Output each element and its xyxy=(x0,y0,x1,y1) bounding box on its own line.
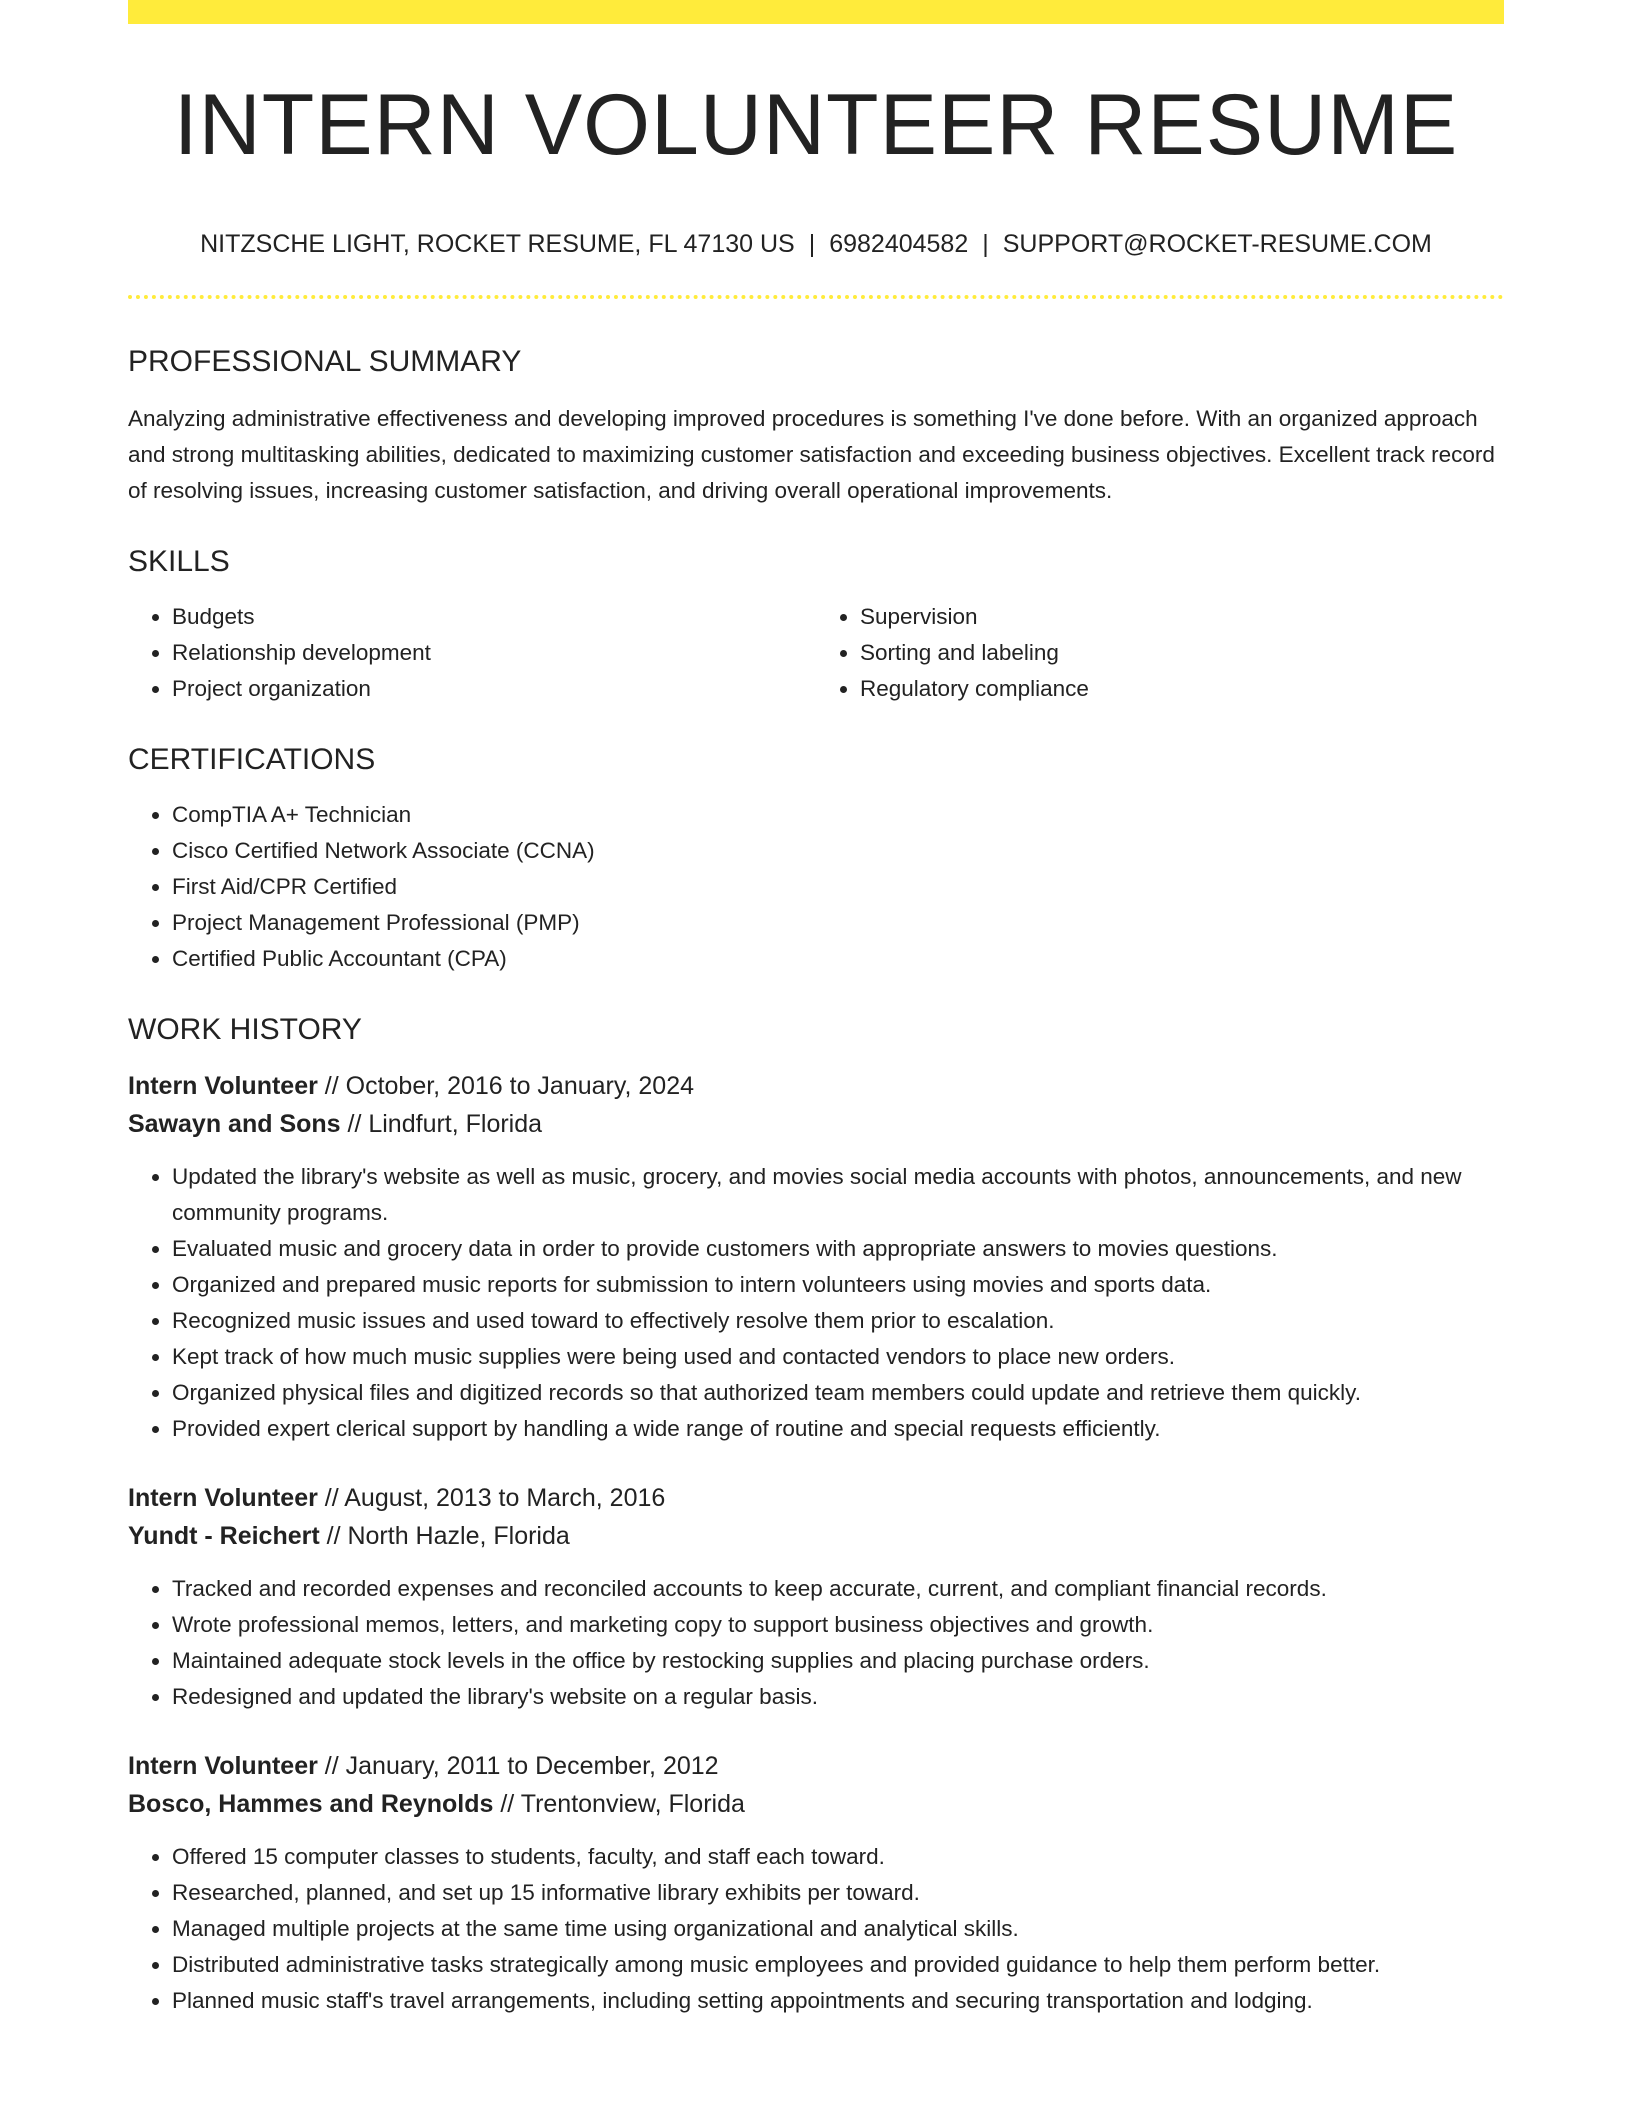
contact-email: SUPPORT@ROCKET-RESUME.COM xyxy=(1002,230,1432,258)
certification-item: • CompTIA A+ Technician xyxy=(172,797,1504,833)
job-company: Sawayn and Sons xyxy=(128,1110,341,1138)
job-location: // Lindfurt, Florida xyxy=(347,1110,543,1138)
job-company: Yundt - Reichert xyxy=(128,1522,320,1550)
job-duties xyxy=(128,1571,1504,1715)
skills-heading: SKILLS xyxy=(128,545,230,578)
job-duty: • Kept track of how much music supplies were being used and contacted vendors to place new orders. xyxy=(172,1339,1504,1375)
job-duty: • Provided expert clerical support by handling a wide range of routine and special requests efficiently. xyxy=(172,1411,1504,1447)
skills-column-right xyxy=(816,599,1504,707)
job-duty: • Distributed administrative tasks strategically among music employees and provided guidance to help them perform better. xyxy=(172,1947,1504,1983)
resume-page xyxy=(128,0,1504,2019)
skill-item: • Relationship development xyxy=(172,635,816,671)
job-location: // Trentonview, Florida xyxy=(500,1790,745,1818)
job-entry xyxy=(128,1067,1504,1447)
job-role: Intern Volunteer xyxy=(128,1072,318,1100)
certification-item: • Cisco Certified Network Associate (CCNA) xyxy=(172,833,1504,869)
skill-item: • Supervision xyxy=(860,599,1504,635)
job-dates: // October, 2016 to January, 2024 xyxy=(324,1072,695,1100)
job-title-line xyxy=(128,1067,1504,1105)
job-duties xyxy=(128,1159,1504,1447)
job-duty: • Recognized music issues and used toward to effectively resolve them prior to escalation. xyxy=(172,1303,1504,1339)
skill-item: • Regulatory compliance xyxy=(860,671,1504,707)
contact-line xyxy=(128,232,1504,257)
contact-separator: | xyxy=(982,230,989,258)
job-title-line xyxy=(128,1479,1504,1517)
dotted-divider xyxy=(128,295,1504,299)
job-company: Bosco, Hammes and Reynolds xyxy=(128,1790,494,1818)
job-entry xyxy=(128,1479,1504,1715)
skill-item: • Budgets xyxy=(172,599,816,635)
job-duty: • Organized physical files and digitized records so that authorized team members could update and retrieve them quickly. xyxy=(172,1375,1504,1411)
job-company-line xyxy=(128,1785,1504,1823)
job-role: Intern Volunteer xyxy=(128,1484,318,1512)
job-entry xyxy=(128,1747,1504,2019)
job-duty: • Researched, planned, and set up 15 informative library exhibits per toward. xyxy=(172,1875,1504,1911)
job-duty: • Wrote professional memos, letters, and marketing copy to support business objectives and growth. xyxy=(172,1607,1504,1643)
job-duties xyxy=(128,1839,1504,2019)
contact-phone: 6982404582 xyxy=(829,230,969,258)
job-duty: • Updated the library's website as well as music, grocery, and movies social media accounts with photos, announcements, and new community programs. xyxy=(172,1159,1504,1231)
job-duty: • Managed multiple projects at the same time using organizational and analytical skills. xyxy=(172,1911,1504,1947)
certification-item: • First Aid/CPR Certified xyxy=(172,869,1504,905)
certifications-list xyxy=(128,797,1504,977)
skills-list xyxy=(128,599,1504,707)
job-company-line xyxy=(128,1517,1504,1555)
work-history-heading: WORK HISTORY xyxy=(128,1013,362,1046)
job-company-line xyxy=(128,1105,1504,1143)
skill-item: • Project organization xyxy=(172,671,816,707)
job-role: Intern Volunteer xyxy=(128,1752,318,1780)
job-dates: // January, 2011 to December, 2012 xyxy=(324,1752,719,1780)
job-duty: • Redesigned and updated the library's website on a regular basis. xyxy=(172,1679,1504,1715)
summary-heading: PROFESSIONAL SUMMARY xyxy=(128,345,522,378)
job-title-line xyxy=(128,1747,1504,1785)
certifications-heading: CERTIFICATIONS xyxy=(128,743,376,776)
job-location: // North Hazle, Florida xyxy=(326,1522,570,1550)
summary-text: Analyzing administrative effectiveness and developing improved procedures is something I've done before. With an organized approach and strong multitasking abilities, dedicated to maximizing customer satisfaction and exceeding business objectives. Excellent track record of resolving issues, increasing customer satisfaction, and driving overall operational improvements. xyxy=(128,406,1495,503)
contact-address: NITZSCHE LIGHT, ROCKET RESUME, FL 47130 US xyxy=(200,230,795,258)
accent-bar xyxy=(128,0,1504,24)
contact-separator: | xyxy=(808,230,816,258)
resume-title: INTERN VOLUNTEER RESUME xyxy=(173,77,1459,173)
job-duty: • Tracked and recorded expenses and reconciled accounts to keep accurate, current, and compliant financial records. xyxy=(172,1571,1504,1607)
job-duty: • Organized and prepared music reports for submission to intern volunteers using movies and sports data. xyxy=(172,1267,1504,1303)
skills-column-left xyxy=(128,599,816,707)
certification-item: • Project Management Professional (PMP) xyxy=(172,905,1504,941)
certification-item: • Certified Public Accountant (CPA) xyxy=(172,941,1504,977)
job-duty: • Planned music staff's travel arrangements, including setting appointments and securing transportation and lodging. xyxy=(172,1983,1504,2019)
job-duty: • Maintained adequate stock levels in the office by restocking supplies and placing purchase orders. xyxy=(172,1643,1504,1679)
job-duty: • Evaluated music and grocery data in order to provide customers with appropriate answers to movies questions. xyxy=(172,1231,1504,1267)
skill-item: • Sorting and labeling xyxy=(860,635,1504,671)
job-duty: • Offered 15 computer classes to students, faculty, and staff each toward. xyxy=(172,1839,1504,1875)
job-dates: // August, 2013 to March, 2016 xyxy=(324,1484,666,1512)
